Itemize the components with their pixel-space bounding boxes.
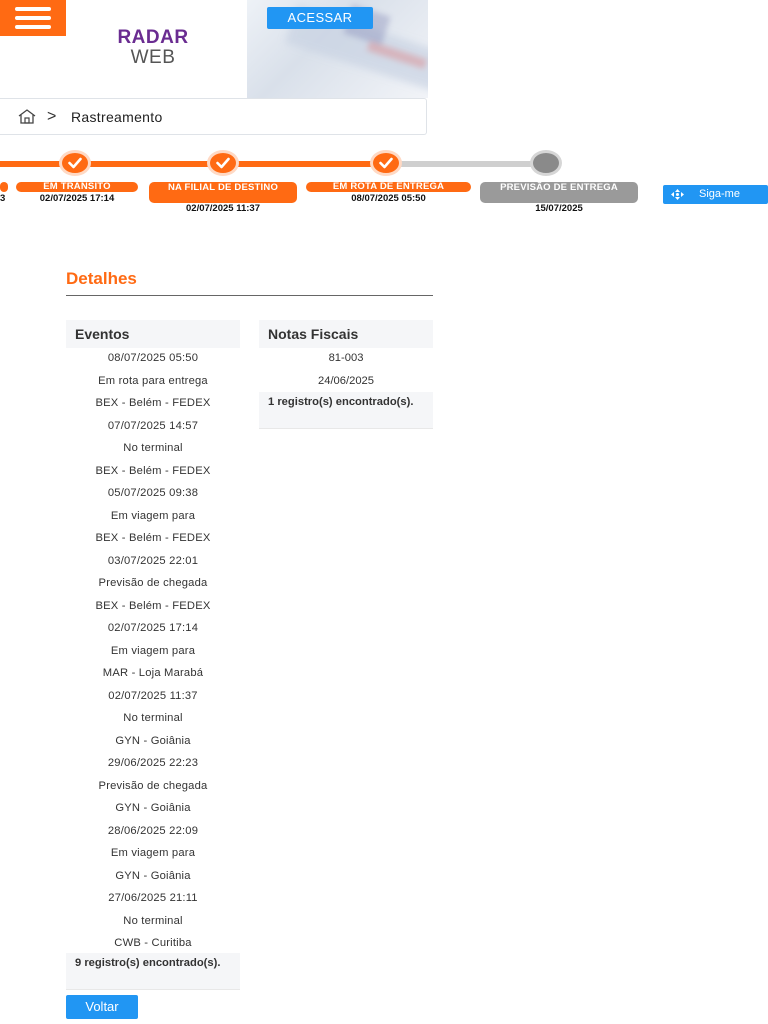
list-item: Em viagem para	[110, 644, 196, 657]
breadcrumb-current: Rastreamento	[71, 109, 163, 125]
step-pending-icon	[530, 150, 562, 176]
list-item: GYN - Goiânia	[115, 734, 191, 747]
list-item: 81-003	[328, 352, 364, 364]
list-item: BEX - Belém - FEDEX	[95, 464, 211, 477]
list-item: 05/07/2025 09:38	[107, 487, 199, 499]
invoices-list	[259, 347, 433, 392]
brand-line-2: WEB	[130, 47, 176, 68]
home-icon[interactable]	[18, 109, 36, 124]
list-item: No terminal	[123, 442, 183, 454]
step-date-na-filial: 02/07/2025 11:37	[186, 203, 260, 214]
invoices-count: 1 registro(s) encontrado(s).	[259, 392, 433, 429]
list-item: BEX - Belém - FEDEX	[95, 397, 211, 409]
step-date-previsao: 15/07/2025	[535, 203, 583, 214]
voltar-button[interactable]: Voltar	[66, 995, 138, 1019]
list-item: Previsão de chegada	[98, 577, 208, 589]
invoices-header: Notas Fiscais	[259, 320, 433, 348]
breadcrumb	[0, 98, 427, 135]
events-list	[66, 347, 240, 955]
details-divider	[66, 295, 433, 296]
brand-line-1: RADAR	[117, 27, 189, 48]
acessar-button[interactable]: ACESSAR	[267, 7, 373, 29]
list-item: No terminal	[123, 914, 183, 927]
list-item: 03/07/2025 22:01	[107, 554, 199, 567]
list-item: Previsão de chegada	[98, 779, 208, 792]
list-item: BEX - Belém - FEDEX	[95, 532, 211, 544]
hamburger-icon	[15, 7, 51, 11]
step-check-icon	[370, 150, 402, 176]
list-item: Em viagem para	[110, 847, 196, 859]
list-item: 07/07/2025 14:57	[107, 419, 199, 432]
list-item: GYN - Goiânia	[115, 869, 191, 882]
list-item: 02/07/2025 17:14	[107, 622, 199, 634]
list-item: GYN - Goiânia	[115, 802, 191, 814]
list-item: 28/06/2025 22:09	[107, 824, 199, 837]
list-item: 29/06/2025 22:23	[107, 757, 199, 769]
list-item: CWB - Curitiba	[114, 937, 192, 949]
breadcrumb-separator: >	[47, 108, 57, 125]
events-header: Eventos	[66, 320, 240, 348]
siga-me-label: Siga-me	[699, 188, 740, 200]
list-item: 24/06/2025	[318, 374, 374, 387]
list-item: Em viagem para	[110, 509, 196, 522]
siga-me-button[interactable]	[663, 185, 768, 204]
list-item: BEX - Belém - FEDEX	[95, 599, 211, 612]
step-date-em-transito: 02/07/2025 17:14	[39, 193, 115, 204]
list-item: Em rota para entrega	[98, 374, 208, 387]
step-date-em-rota: 08/07/2025 05:50	[351, 193, 426, 204]
list-item: 02/07/2025 11:37	[108, 689, 198, 702]
details-title: Detalhes	[66, 269, 137, 288]
step-label-na-filial: NA FILIAL DE DESTINO	[149, 182, 297, 203]
step-date-partial: 3	[0, 193, 6, 204]
events-count: 9 registro(s) encontrado(s).	[66, 953, 240, 990]
menu-button[interactable]	[0, 0, 66, 36]
list-item: MAR - Loja Marabá	[102, 667, 204, 679]
step-check-icon	[207, 150, 239, 176]
step-check-icon	[59, 150, 91, 176]
progress-line-pending	[388, 161, 548, 167]
list-item: 27/06/2025 21:11	[108, 892, 198, 904]
step-label-em-rota: EM ROTA DE ENTREGA	[306, 182, 471, 192]
step-pill-partial	[0, 182, 8, 192]
brand-logo	[104, 28, 202, 68]
list-item: No terminal	[123, 712, 183, 724]
list-item: 08/07/2025 05:50	[107, 352, 199, 364]
move-arrows-icon	[671, 189, 684, 200]
step-label-em-transito: EM TRÂNSITO	[16, 182, 138, 192]
step-label-previsao: PREVISÃO DE ENTREGA	[480, 182, 638, 203]
